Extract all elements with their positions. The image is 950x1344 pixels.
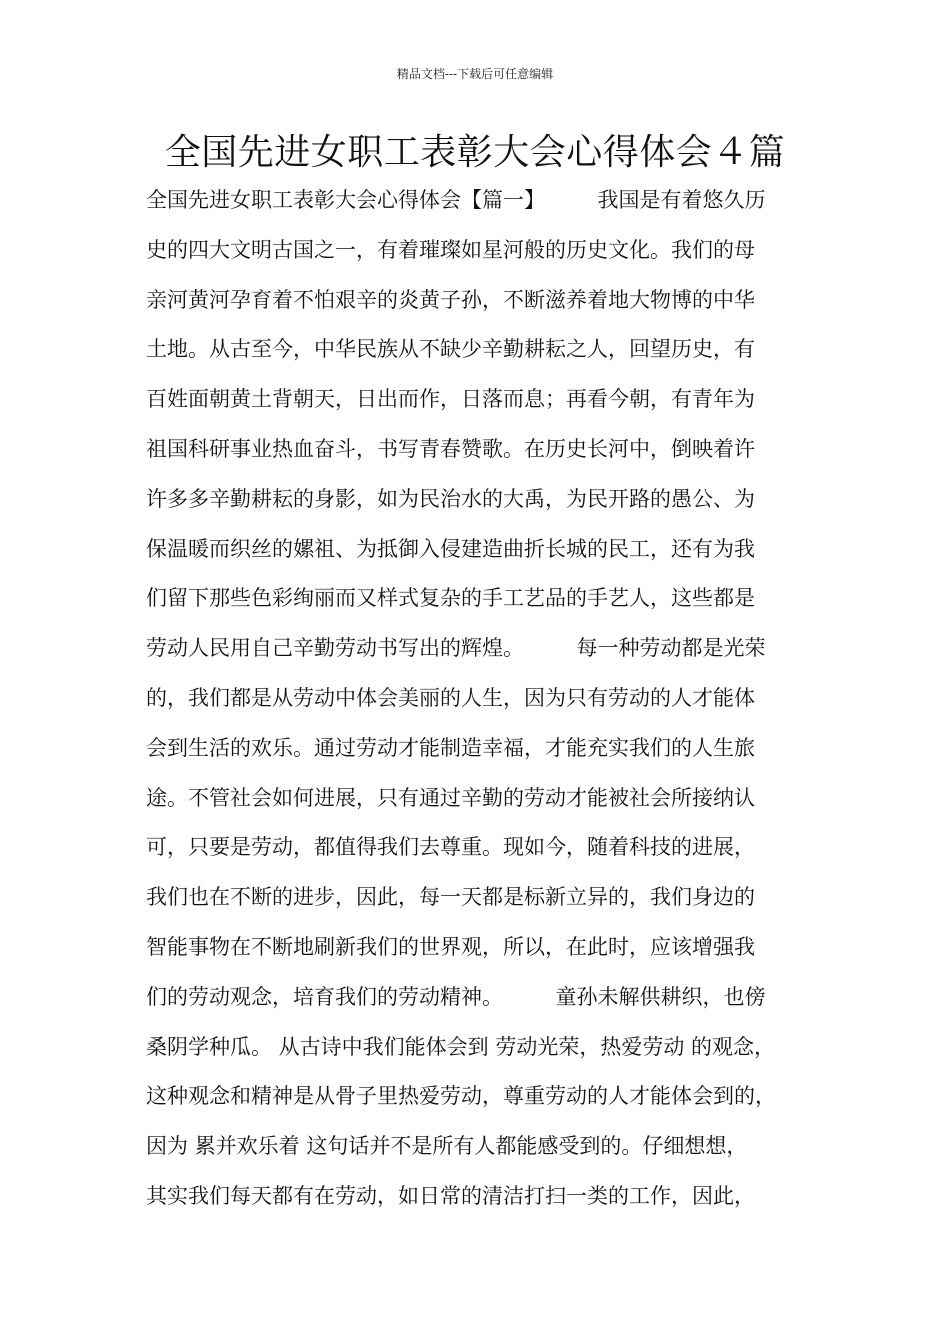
text-line-9: 们留下那些色彩绚丽而又样式复杂的手工艺品的手艺人，这些都是: [146, 586, 755, 611]
header-note: 精品文档---下载后可任意编辑: [396, 67, 554, 81]
text-line-11: 的，我们都是从劳动中体会美丽的人生，因为只有劳动的人才能体: [146, 685, 755, 710]
text-line-10: 劳动人民用自己辛勤劳动书写出的辉煌。 每一种劳动都是光荣: [146, 636, 766, 661]
text-line-18: 桑阴学种瓜。 从古诗中我们能体会到 劳动光荣，热爱劳动 的观念，: [146, 1034, 776, 1059]
text-line-21: 其实我们每天都有在劳动，如日常的清洁打扫一类的工作，因此，: [146, 1183, 755, 1208]
text-line-16: 智能事物在不断地刷新我们的世界观，所以，在此时，应该增强我: [146, 934, 755, 959]
document-title: 全国先进女职工表彰大会心得体会４篇: [164, 132, 786, 173]
text-line-6: 祖国科研事业热血奋斗，书写青春赞歌。在历史长河中，倒映着许: [146, 436, 755, 461]
text-line-2: 史的四大文明古国之一，有着璀璨如星河般的历史文化。我们的母: [146, 237, 755, 262]
text-line-8: 保温暖而织丝的嫘祖、为抵御入侵建造曲折长城的民工，还有为我: [146, 536, 755, 561]
body-text: [146, 176, 826, 1222]
text-line-1: 全国先进女职工表彰大会心得体会【篇一】 我国是有着悠久历: [146, 188, 766, 212]
text-line-15: 我们也在不断的进步，因此，每一天都是标新立异的，我们身边的: [146, 885, 755, 910]
text-line-5: 百姓面朝黄土背朝天，日出而作，日落而息；再看今朝，有青年为: [146, 387, 755, 412]
text-line-3: 亲河黄河孕育着不怕艰辛的炎黄子孙，不断滋养着地大物博的中华: [146, 287, 755, 312]
text-line-13: 途。不管社会如何进展，只有通过辛勤的劳动才能被社会所接纳认: [146, 785, 755, 810]
text-line-14: 可，只要是劳动，都值得我们去尊重。现如今，随着科技的进展，: [146, 835, 755, 860]
text-line-4: 土地。从古至今，中华民族从不缺少辛勤耕耘之人，回望历史，有: [146, 337, 755, 362]
text-line-12: 会到生活的欢乐。通过劳动才能制造幸福，才能充实我们的人生旅: [146, 735, 755, 760]
text-line-7: 许多多辛勤耕耘的身影，如为民治水的大禹，为民开路的愚公、为: [146, 486, 755, 511]
text-line-19: 这种观念和精神是从骨子里热爱劳动，尊重劳动的人才能体会到的，: [146, 1084, 776, 1109]
text-line-20: 因为 累并欢乐着 这句话并不是所有人都能感受到的。仔细想想，: [146, 1134, 748, 1159]
text-line-17: 们的劳动观念，培育我们的劳动精神。 童孙未解供耕织，也傍: [146, 984, 766, 1009]
